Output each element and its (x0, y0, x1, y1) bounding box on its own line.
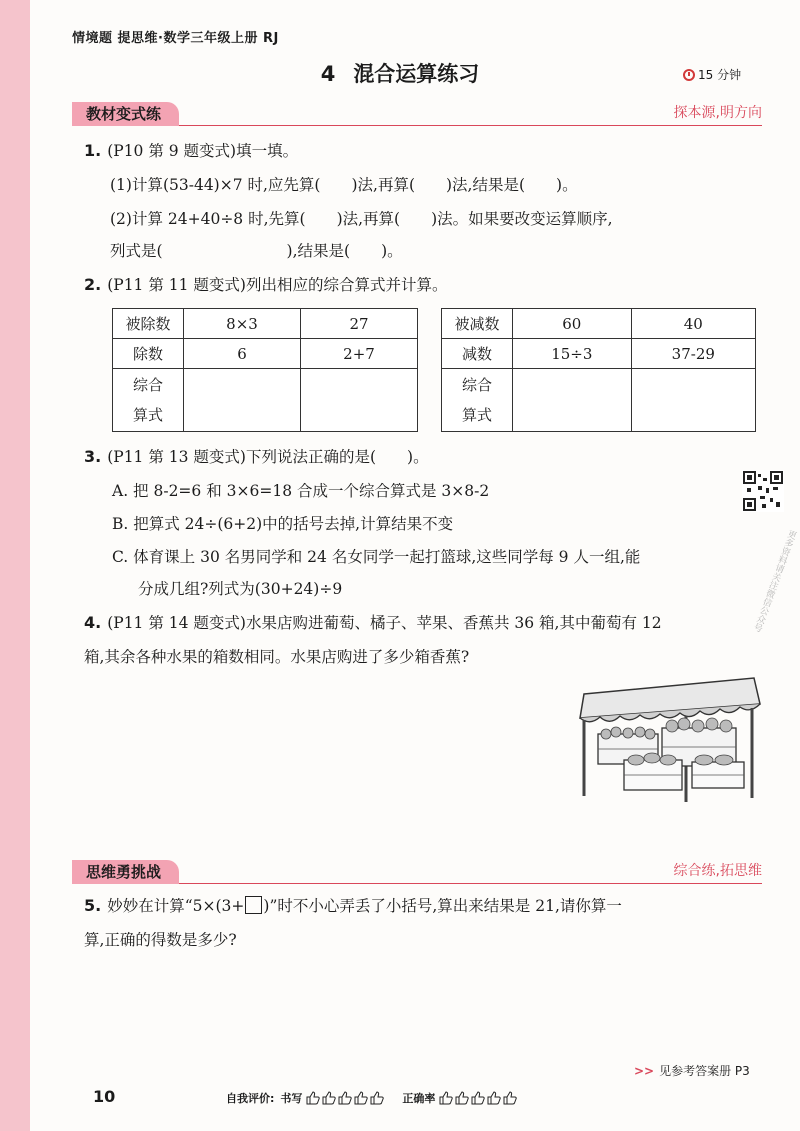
accuracy-rating[interactable] (439, 1091, 517, 1105)
table-header-cell (442, 369, 513, 432)
table-cell: 2+7 (301, 339, 418, 369)
thumbs-up-icon[interactable] (503, 1091, 517, 1105)
lesson-title: 混合运算练习 (353, 62, 480, 86)
table-cell: 8×3 (184, 309, 301, 339)
answer-reference (634, 1062, 750, 1079)
option-a: A. 把 8-2=6 和 3×6=18 合成一个综合算式是 3×8-2 (112, 482, 490, 500)
question-1 (84, 140, 298, 162)
table-header-cell: 除数 (113, 339, 184, 369)
page-title (0, 58, 800, 88)
qr-code-icon (742, 470, 784, 512)
section-header-challenge (72, 857, 762, 884)
page-number: 10 (93, 1087, 116, 1106)
time-label: 15 分钟 (698, 68, 742, 82)
book-series-title: 情境题 提思维·数学三年级上册 RJ (72, 31, 279, 46)
thumbs-up-icon[interactable] (471, 1091, 485, 1105)
question-1-part-2-cont: 列式是( ),结果是( )。 (110, 242, 403, 260)
table-cell: 27 (301, 309, 418, 339)
table-header-cell: 减数 (442, 339, 513, 369)
table-row (113, 309, 418, 339)
option-c: C. 体育课上 30 名男同学和 24 名女同学一起打篮球,这些同学每 9 人一组,能 (112, 548, 641, 566)
self-eval-label: 自我评价: (226, 1092, 275, 1105)
page-side-strip (0, 0, 30, 1131)
time-estimate (683, 66, 741, 83)
table-row (113, 369, 418, 432)
table-header-line: 算式 (461, 406, 492, 424)
blank-box[interactable] (245, 896, 262, 914)
table-row (442, 339, 756, 369)
question-number: 1. (84, 141, 102, 160)
division-table (112, 308, 418, 432)
question-1-part-1: (1)计算(53-44)×7 时,应先算( )法,再算( )法,结果是( )。 (110, 176, 578, 194)
table-row (442, 369, 756, 432)
table-header-cell: 被减数 (442, 309, 513, 339)
question-number: 4. (84, 613, 102, 632)
answer-cell[interactable] (513, 369, 632, 432)
thumbs-up-icon[interactable] (338, 1091, 352, 1105)
thumbs-up-icon[interactable] (487, 1091, 501, 1105)
answer-reference-text: 见参考答案册 P3 (659, 1064, 750, 1078)
writing-label: 书写 (280, 1092, 303, 1105)
question-text: (P11 第 11 题变式)列出相应的综合算式并计算。 (107, 276, 448, 294)
table-header-cell (113, 369, 184, 432)
accuracy-label: 正确率 (402, 1092, 436, 1105)
question-3 (84, 446, 429, 468)
table-header-line: 算式 (132, 406, 163, 424)
self-evaluation (226, 1090, 535, 1106)
question-text: (P11 第 13 题变式)下列说法正确的是( )。 (107, 448, 429, 466)
table-cell: 37-29 (631, 339, 755, 369)
section-tag: 思维勇挑战 (72, 860, 179, 884)
watermark-stamp: 更多资料请关注微信公众号 (750, 528, 798, 633)
table-row (113, 339, 418, 369)
table-header-cell: 被除数 (113, 309, 184, 339)
section-tag: 教材变式练 (72, 102, 179, 126)
answer-cell[interactable] (631, 369, 755, 432)
question-text: (P11 第 14 题变式)水果店购进葡萄、橘子、苹果、香蕉共 36 箱,其中葡萄有 12 (107, 614, 662, 632)
thumbs-up-icon[interactable] (455, 1091, 469, 1105)
table-cell: 15÷3 (513, 339, 632, 369)
answer-cell[interactable] (184, 369, 301, 432)
subtraction-table (441, 308, 756, 432)
thumbs-up-icon[interactable] (306, 1091, 320, 1105)
section-subtitle: 探本源,明方向 (673, 105, 762, 121)
double-chevron-icon: >> (634, 1063, 655, 1078)
thumbs-up-icon[interactable] (354, 1091, 368, 1105)
question-text: (P10 第 9 题变式)填一填。 (107, 142, 299, 160)
question-5-cont: 算,正确的得数是多少? (84, 931, 237, 949)
section-header-textbook (72, 99, 762, 126)
option-c-cont: 分成几组?列式为(30+24)÷9 (138, 580, 343, 598)
table-cell: 40 (631, 309, 755, 339)
answer-cell[interactable] (301, 369, 418, 432)
table-cell: 6 (184, 339, 301, 369)
table-header-line: 综合 (461, 376, 492, 394)
writing-rating[interactable] (306, 1091, 384, 1105)
question-text-part-2: )”时不小心弄丢了小括号,算出来结果是 21,请你算一 (263, 897, 622, 915)
question-1-part-2: (2)计算 24+40÷8 时,先算( )法,再算( )法。如果要改变运算顺序, (110, 210, 613, 228)
thumbs-up-icon[interactable] (322, 1091, 336, 1105)
section-subtitle: 综合练,拓思维 (673, 863, 762, 879)
question-number: 5. (84, 896, 102, 915)
question-number: 3. (84, 447, 102, 466)
table-row (442, 309, 756, 339)
thumbs-up-icon[interactable] (439, 1091, 453, 1105)
question-4 (84, 612, 662, 634)
table-header-line: 综合 (132, 376, 163, 394)
thumbs-up-icon[interactable] (370, 1091, 384, 1105)
question-4-cont: 箱,其余各种水果的箱数相同。水果店购进了多少箱香蕉? (84, 648, 470, 666)
table-cell: 60 (513, 309, 632, 339)
lesson-number: 4 (320, 62, 336, 86)
fruit-stall-illustration (576, 676, 762, 806)
option-b: B. 把算式 24÷(6+2)中的括号去掉,计算结果不变 (112, 515, 454, 533)
question-number: 2. (84, 275, 102, 294)
clock-icon (683, 69, 695, 81)
question-2 (84, 274, 447, 296)
question-5 (84, 895, 622, 917)
question-text-part-1: 妙妙在计算“5×(3+ (107, 897, 245, 915)
